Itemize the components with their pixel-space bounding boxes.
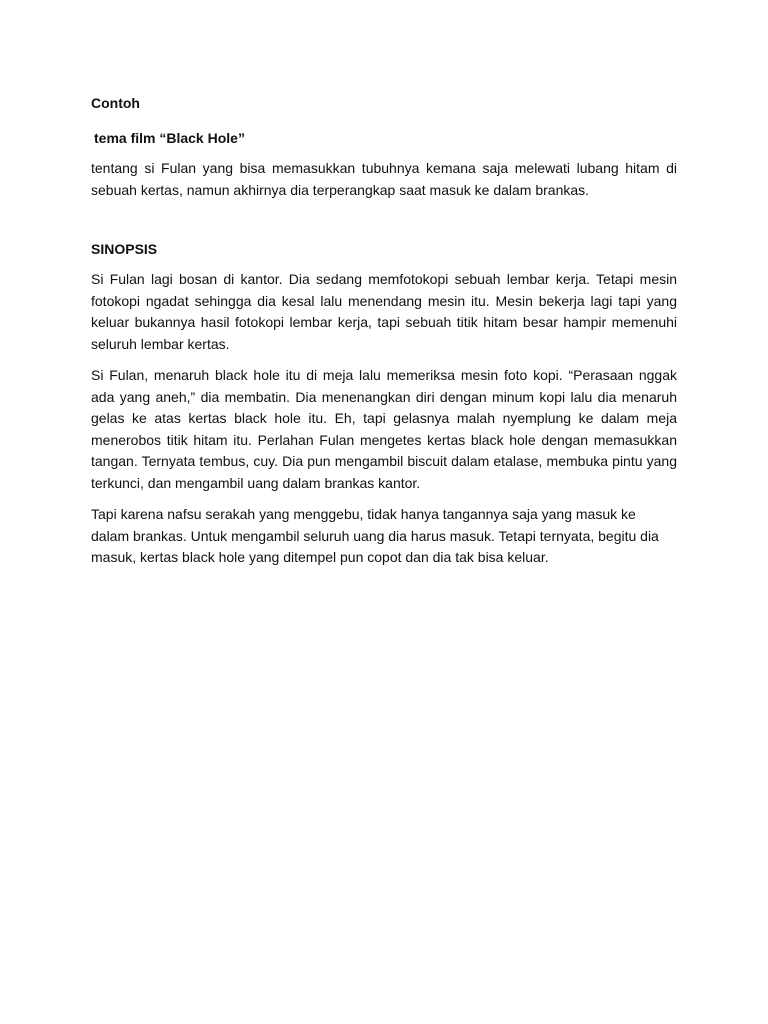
film-theme-title: tema film “Black Hole” (94, 130, 245, 146)
document-page (91, 93, 677, 569)
document-heading: Contoh (91, 95, 140, 111)
synopsis-title: SINOPSIS (91, 241, 158, 257)
intro-paragraph: tentang si Fulan yang bisa memasukkan tubuhnya kemana saja melewati lubang hitam di sebuah kertas, namun akhirnya dia terperangkap saat masuk ke dalam brankas. (91, 160, 677, 198)
synopsis-paragraph-3: Tapi karena nafsu serakah yang menggebu, tidak hanya tangannya saja yang masuk ke dalam brankas. Untuk mengambil seluruh uang dia harus masuk. Tetapi ternyata, begitu dia masuk, kertas black hole yang ditempel pun copot dan dia tak bisa keluar. (91, 506, 659, 565)
synopsis-paragraph-1: Si Fulan lagi bosan di kantor. Dia sedang memfotokopi sebuah lembar kerja. Tetapi mesin fotokopi ngadat sehingga dia kesal lalu menendang mesin itu. Mesin bekerja lagi tapi yang keluar bukannya hasil fotokopi lembar kerja, tapi sebuah titik hitam besar hampir memenuhi seluruh lembar kertas. (91, 271, 677, 352)
synopsis-paragraph-2: Si Fulan, menaruh black hole itu di meja lalu memeriksa mesin foto kopi. “Perasaan nggak ada yang aneh,” dia membatin. Dia menenangkan diri dengan minum kopi lalu dia menaruh gelas ke atas kertas black hole itu. Eh, tapi gelasnya malah nyemplung ke dalam meja menerobos titik hitam itu. Perlahan Fulan mengetes kertas black hole dengan memasukkan tangan. Ternyata tembus, cuy. Dia pun mengambil biscuit dalam etalase, membuka pintu yang terkunci, dan mengambil uang dalam brankas kantor. (91, 367, 677, 491)
